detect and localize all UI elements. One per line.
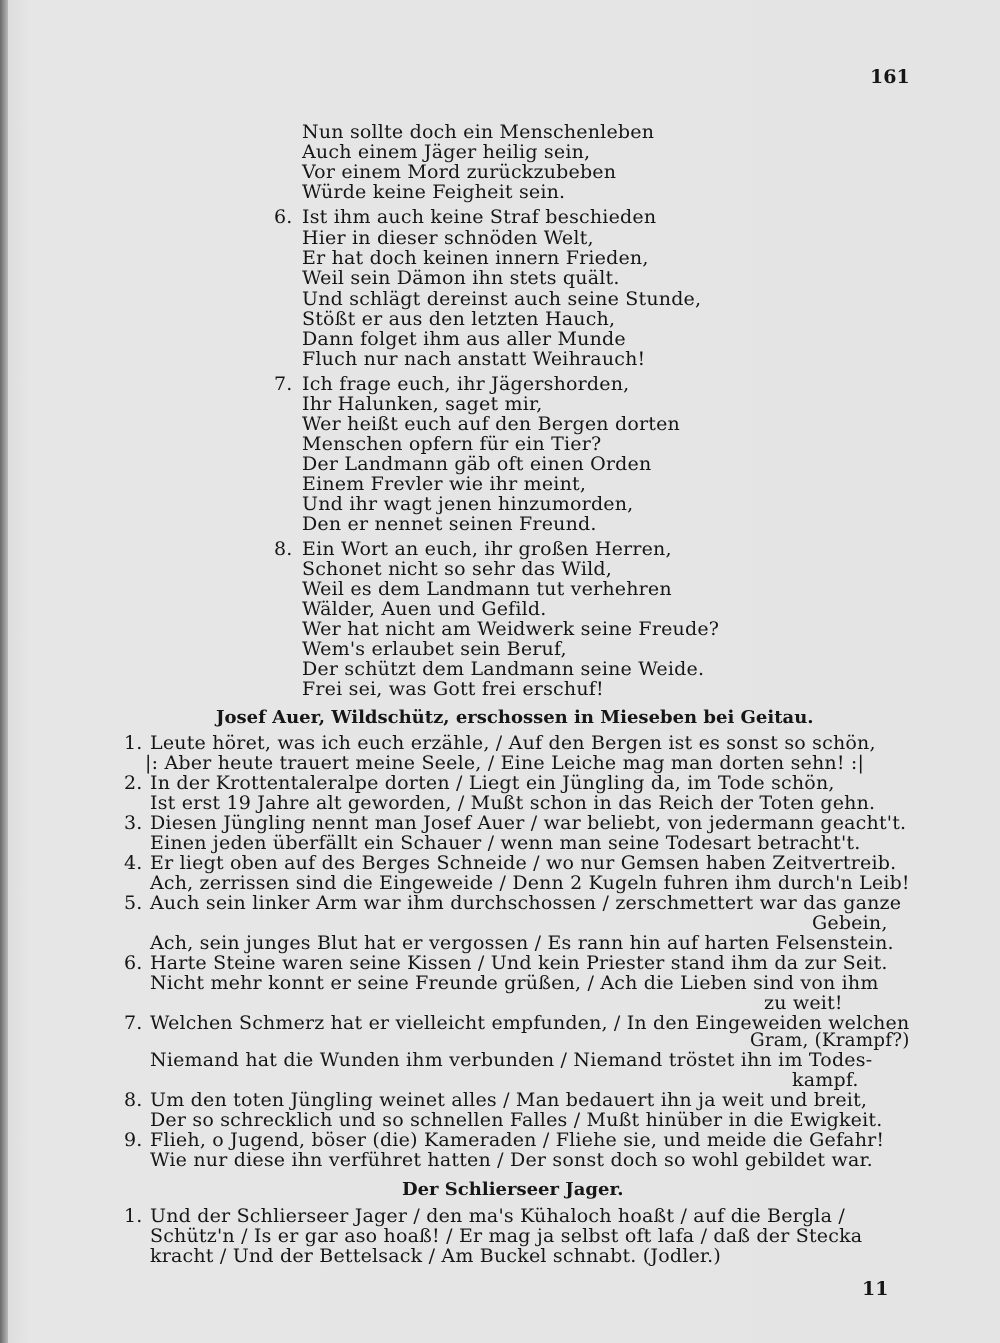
verse-line: Würde keine Feigheit sein.	[302, 181, 566, 203]
verse-line-continuation: kampf.	[792, 1069, 859, 1091]
stanza-number: 7.	[274, 373, 293, 395]
verse-line: Um den toten Jüngling weinet alles / Man bedauert ihn ja weit und breit,	[150, 1089, 868, 1111]
verse-line: Wie nur diese ihn verführet hatten / Der sonst doch so wohl gebildet war.	[150, 1149, 873, 1171]
verse-line: Menschen opfern für ein Tier?	[302, 433, 602, 455]
verse-line: Und der Schlierseer Jager / den ma's Kühaloch hoaßt / auf die Bergla /	[150, 1205, 845, 1227]
verse-line: Harte Steine waren seine Kissen / Und kein Priester stand ihm da zur Seit.	[150, 952, 888, 974]
verse-line: Dann folget ihm aus aller Munde	[302, 328, 626, 350]
stanza-number: 1.	[124, 732, 143, 754]
stanza-number: 6.	[274, 206, 293, 228]
verse-line: Nicht mehr konnt er seine Freunde grüßen, / Ach die Lieben sind von ihm	[150, 972, 879, 994]
verse-line: Auch einem Jäger heilig sein,	[302, 141, 591, 163]
verse-line: Nun sollte doch ein Menschenleben	[302, 121, 655, 143]
verse-line: Hier in dieser schnöden Welt,	[302, 227, 594, 249]
verse-line: Welchen Schmerz hat er vielleicht empfunden, / In den Eingeweiden welchen	[150, 1012, 910, 1034]
verse-line: Der schützt dem Landmann seine Weide.	[302, 658, 705, 680]
stanza-number: 8.	[124, 1089, 143, 1111]
verse-line-continuation: zu weit!	[764, 992, 843, 1014]
verse-line: Ihr Halunken, saget mir,	[302, 393, 543, 415]
verse-line: Schonet nicht so sehr das Wild,	[302, 558, 612, 580]
stanza-number: 6.	[124, 952, 143, 974]
verse-line: Frei sei, was Gott frei erschuf!	[302, 678, 604, 700]
verse-line: Ist ihm auch keine Straf beschieden	[302, 206, 657, 228]
verse-line: Und schlägt dereinst auch seine Stunde,	[302, 288, 702, 310]
verse-line: |: Aber heute trauert meine Seele, / Eine Leiche mag man dorten sehn! :|	[145, 752, 865, 774]
verse-line: Er hat doch keinen innern Frieden,	[302, 247, 649, 269]
verse-line: Diesen Jüngling nennt man Josef Auer / war beliebt, von jedermann geacht't.	[150, 812, 907, 834]
verse-line: Der Landmann gäb oft einen Orden	[302, 453, 652, 475]
verse-line: Leute höret, was ich euch erzähle, / Auf den Bergen ist es sonst so schön,	[150, 732, 876, 754]
verse-line: Einen jeden überfällt ein Schauer / wenn man seine Todesart betracht't.	[150, 832, 861, 854]
verse-line: Weil es dem Landmann tut verhehren	[302, 578, 672, 600]
verse-line-continuation: Gebein,	[812, 912, 888, 934]
verse-line: Und ihr wagt jenen hinzumorden,	[302, 493, 634, 515]
stanza-number: 2.	[124, 772, 143, 794]
verse-line: Den er nennet seinen Freund.	[302, 513, 597, 535]
verse-line: Fluch nur nach anstatt Weihrauch!	[302, 348, 646, 370]
verse-line: Auch sein linker Arm war ihm durchschossen / zerschmettert war das ganze	[150, 892, 902, 914]
verse-line: Vor einem Mord zurückzubeben	[302, 161, 617, 183]
verse-line: Wälder, Auen und Gefild.	[302, 598, 547, 620]
verse-line: Einem Frevler wie ihr meint,	[302, 473, 587, 495]
stanza-number: 7.	[124, 1012, 143, 1034]
verse-line: Ein Wort an euch, ihr großen Herren,	[302, 538, 672, 560]
verse-line: kracht / Und der Bettelsack / Am Buckel schnabt. (Jodler.)	[150, 1245, 721, 1267]
stanza-number: 9.	[124, 1129, 143, 1151]
stanza-number: 5.	[124, 892, 143, 914]
stanza-number: 8.	[274, 538, 293, 560]
verse-line: Schütz'n / Is er gar aso hoaß! / Er mag ja selbst oft lafa / daß der Stecka	[150, 1225, 863, 1247]
poem-title: Der Schlierseer Jager.	[402, 1179, 624, 1200]
verse-line: Wer hat nicht am Weidwerk seine Freude?	[302, 618, 720, 640]
verse-line: In der Krottentaleralpe dorten / Liegt ein Jüngling da, im Tode schön,	[150, 772, 835, 794]
verse-line-continuation: Gram, (Krampf?)	[750, 1029, 910, 1051]
verse-line: Der so schrecklich und so schnellen Falles / Mußt hinüber in die Ewigkeit.	[150, 1109, 883, 1131]
signature-mark: 11	[862, 1278, 889, 1300]
verse-line: Ich frage euch, ihr Jägershorden,	[302, 373, 630, 395]
verse-line: Stößt er aus den letzten Hauch,	[302, 308, 616, 330]
verse-line: Ach, sein junges Blut hat er vergossen / Es rann hin auf harten Felsenstein.	[150, 932, 894, 954]
stanza-number: 3.	[124, 812, 143, 834]
stanza-number: 4.	[124, 852, 143, 874]
stanza-number: 1.	[124, 1205, 143, 1227]
verse-line: Niemand hat die Wunden ihm verbunden / Niemand tröstet ihn im Todes-	[150, 1049, 873, 1071]
verse-line: Wem's erlaubet sein Beruf,	[302, 638, 567, 660]
verse-line: Weil sein Dämon ihn stets quält.	[302, 267, 620, 289]
verse-line: Ach, zerrissen sind die Eingeweide / Denn 2 Kugeln fuhren ihm durch'n Leib!	[150, 872, 910, 894]
verse-line: Er liegt oben auf des Berges Schneide / wo nur Gemsen haben Zeitvertreib.	[150, 852, 897, 874]
poem-title: Josef Auer, Wildschütz, erschossen in Mieseben bei Geitau.	[216, 707, 814, 728]
page-number: 161	[870, 66, 910, 88]
verse-line: Wer heißt euch auf den Bergen dorten	[302, 413, 680, 435]
verse-line: Flieh, o Jugend, böser (die) Kameraden / Fliehe sie, und meide die Gefahr!	[150, 1129, 885, 1151]
book-spine-shadow	[0, 0, 8, 1343]
verse-line: Ist erst 19 Jahre alt geworden, / Mußt schon in das Reich der Toten gehn.	[150, 792, 876, 814]
